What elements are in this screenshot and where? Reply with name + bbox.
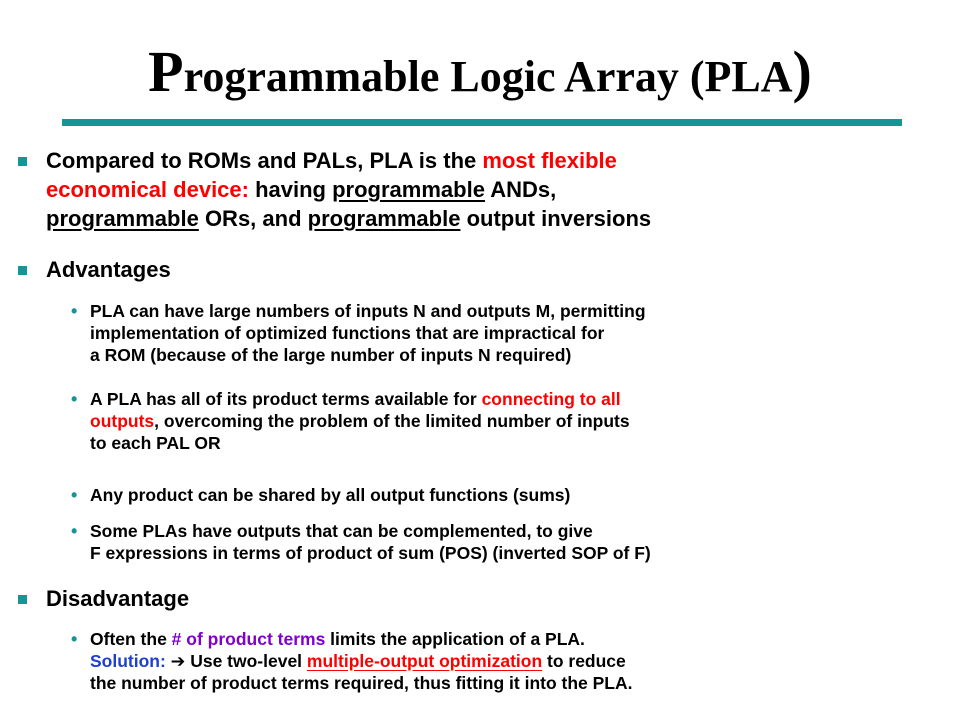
highlight-connecting-to-all: connecting to all	[481, 389, 621, 409]
sub-bullet-shared-product: • Any product can be shared by all output functions (sums)	[71, 485, 571, 505]
bullet-comparison	[46, 146, 946, 233]
dot-bullet-icon: •	[71, 389, 78, 409]
highlight-outputs: outputs	[90, 411, 155, 431]
title-close-paren: )	[792, 39, 812, 104]
sub-bullet-large-inputs: • PLA can have large numbers of inputs N and outputs M, permitting implementation of optimized functions that are impractical for a ROM (because of the large number of inputs N required)	[71, 301, 646, 365]
highlight-num-product-terms: # of product terms	[171, 629, 326, 649]
dot-bullet-icon: •	[71, 301, 78, 321]
square-bullet-icon	[18, 595, 27, 604]
title-text: rogrammable Logic Array (PLA	[183, 52, 793, 101]
title-underline-rule	[62, 119, 902, 126]
bullet-line-1: Compared to ROMs and PALs, PLA is the most flexible	[46, 148, 617, 173]
disadvantage-heading: Disadvantage	[46, 586, 190, 611]
dot-bullet-icon: •	[71, 629, 78, 649]
sub-bullet-complemented-outputs: • Some PLAs have outputs that can be complemented, to give F expressions in terms of product of sum (POS) (inverted SOP of F)	[71, 521, 651, 563]
bullet-advantages	[46, 255, 946, 284]
sub-bullet-product-terms: • A PLA has all of its product terms available for connecting to all outputs, overcoming the problem of the limited number of inputs to each PAL OR	[71, 389, 630, 453]
slide-title	[0, 39, 960, 107]
bullet-line-2: economical device: having programmable ANDs,	[46, 177, 557, 202]
highlight-most-flexible: most flexible	[482, 148, 617, 173]
highlight-economical-device: economical device:	[46, 177, 256, 202]
bullet-disadvantage	[46, 584, 946, 613]
dot-bullet-icon: •	[71, 521, 78, 541]
bullet-line-3: programmable ORs, and programmable output inversions	[46, 206, 652, 231]
square-bullet-icon	[18, 266, 27, 275]
square-bullet-icon	[18, 157, 27, 166]
dot-bullet-icon: •	[71, 485, 78, 505]
title-initial: P	[148, 39, 184, 104]
sub-bullet-limits: • Often the # of product terms limits the application of a PLA. Solution: ➔ Use two-level multiple-output optimization to reduce the number of product terms required, thus fitting it into the PLA.	[71, 629, 633, 693]
highlight-multiple-output-optimization: multiple-output optimization	[306, 651, 543, 671]
advantages-heading: Advantages	[46, 257, 171, 282]
solution-label: Solution:	[90, 651, 166, 671]
